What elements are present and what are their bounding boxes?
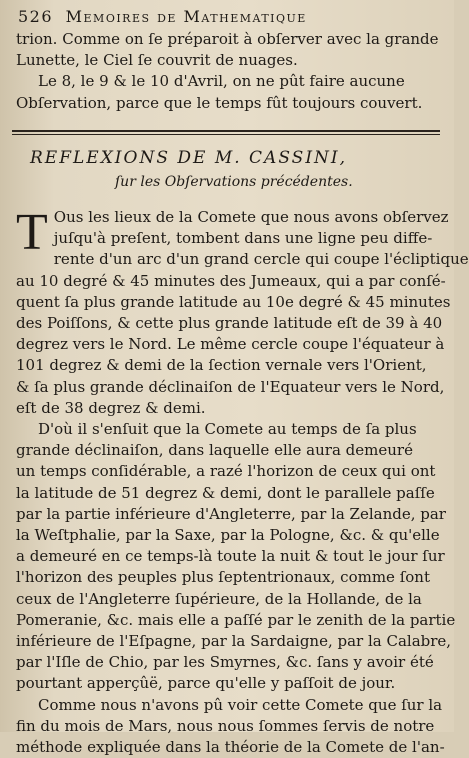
text-line: Comme nous n'avons pû voir cette Comete que ſur la [38,695,443,714]
text-line: Le 8, le 9 & le 10 d'Avril, on ne pût faire aucune [38,72,405,91]
text-line: la latitude de 51 degrez & demi, dont le parallele paſſe [16,483,435,502]
text-line: rente d'un arc d'un grand cercle qui coupe l'écliptique [53,250,469,269]
text-line: des Poiſſons, & cette plus grande latitude eſt de 39 à 40 [16,314,443,333]
section-subtitle: ſur les Obſervations précédentes. [115,174,353,190]
text-line: 101 degrez & demi de la ſection vernale vers l'Orient, [16,356,427,375]
text-line: Pomeranie, &c. mais elle a paſſé par le zenith de la partie [16,610,456,629]
text-line: pourtant apperçûë, parce qu'elle y paſſoit de jour. [16,674,396,693]
text-line: un temps conſidérable, a razé l'horizon de ceux qui ont [16,462,436,481]
running-title: Memoires de Mathematique [65,7,307,26]
text-line: Ous les lieux de la Comete que nous avons obſervez [53,208,449,226]
text-line: grande déclinaiſon, dans laquelle elle aura demeuré [16,441,413,460]
text-line: inférieure de l'Eſpagne, par la Sardaigne, par la Calabre, [16,632,452,651]
page-number: 526 [18,7,54,26]
drop-cap: T [16,204,48,261]
text-line: trion. Comme on ſe préparoit à obſerver avec la grande [16,30,439,48]
text-line: eſt de 38 degrez & demi. [16,398,206,417]
text-line: & ſa plus grande déclinaiſon de l'Equateur vers le Nord, [16,377,445,396]
text-line: ceux de l'Angleterre ſupérieure, de la Hollande, de la [16,589,422,608]
section-divider [12,130,440,132]
text-line: fin du mois de Mars, nous nous ſommes ſervis de notre [16,716,435,735]
text-line: au 10 degré & 45 minutes des Jumeaux, qui a par conſé- [16,271,446,290]
continued-text [16,29,440,114]
text-line: a demeuré en ce temps-là toute la nuit & tout le jour ſur [16,547,445,566]
text-line: quent ſa plus grande latitude au 10e degré & 45 minutes [16,292,451,311]
text-line: la Weſtphalie, par la Saxe, par la Pologne, &c. & qu'elle [16,526,440,545]
text-line: juſqu'à preſent, tombent dans une ligne peu diffe- [53,229,433,248]
main-text [16,204,469,758]
text-line: l'horizon des peuples plus ſeptentrionaux, comme ſont [16,568,430,587]
text-line: par la partie inférieure d'Angleterre, par la Zelande, par [16,504,446,523]
text-line: degrez vers le Nord. Le même cercle coupe l'équateur à [16,335,445,354]
section-title: REFLEXIONS DE M. CASSINI, [30,148,348,168]
running-header [18,7,438,26]
text-line: D'où il s'enſuit que la Comete au temps de ſa plus [38,420,417,439]
text-line: méthode expliquée dans la théorie de la Comete de l'an- [16,738,445,757]
text-line: Obſervation, parce que le temps fût toujours couvert. [16,93,423,112]
text-line: par l'Iſle de Chio, par les Smyrnes, &c. ſans y avoir été [16,653,434,672]
text-line: Lunette, le Ciel ſe couvrit de nuages. [16,51,298,70]
section-divider-thin [12,134,440,135]
